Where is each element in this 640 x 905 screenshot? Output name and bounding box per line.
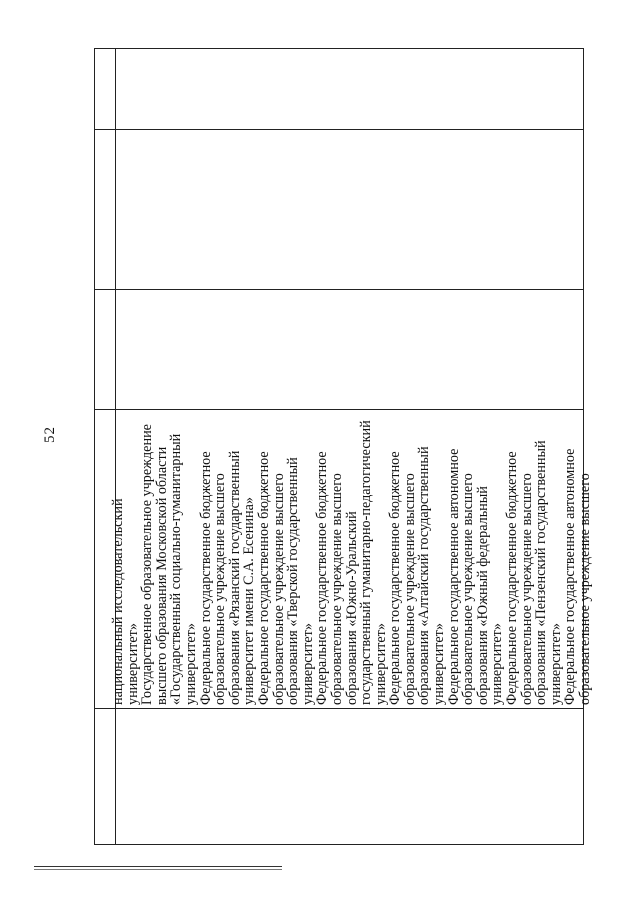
cell-text-line: университет» (299, 623, 316, 705)
table-row-divider (95, 409, 583, 410)
cell-text-line: Федеральное государственное бюджетное (314, 451, 331, 705)
cell-text-line: высшего образования Московской области (153, 446, 170, 705)
cell-text-line: образовательное учреждение высшего (328, 473, 345, 705)
cell-text-line: образования «Пензенский государственный (533, 440, 550, 705)
cell-text-line: Федеральное государственное бюджетное (387, 451, 404, 705)
cell-text-line: образования «Алтайский государственный (416, 446, 433, 705)
table-row-divider (95, 129, 583, 130)
cell-text-line: государственный гуманитарно-педагогический (358, 420, 375, 705)
footer-rule (34, 869, 282, 870)
cell-text-line: университет» (547, 623, 564, 705)
cell-text-line: Федеральное государственное бюджетное (197, 451, 214, 705)
cell-text-line: Федеральное государственное бюджетное (504, 451, 521, 705)
cell-text-line: образовательное учреждение высшего (460, 473, 477, 705)
table-row-divider (95, 708, 583, 709)
cell-text-line: университет» (372, 623, 389, 705)
table-cell-organizations (111, 415, 593, 705)
footer-rule (34, 866, 282, 867)
cell-text-line: университет» (489, 623, 506, 705)
cell-text-line: национальный исследовательский (110, 498, 126, 705)
table-row-divider (95, 289, 583, 290)
cell-text-line: Государственное образовательное учреждение (139, 424, 156, 705)
cell-text-line: образовательное учреждение высшего (518, 473, 535, 705)
page-number: 52 (42, 426, 58, 443)
cell-text-line: образования «Тверской государственный (285, 457, 302, 705)
cell-text-line: Федеральное государственное бюджетное (255, 451, 272, 705)
cell-text-line: университет» (431, 623, 448, 705)
cell-text-line: образования «Рязанский государственный (226, 450, 243, 705)
cell-text-line: «Государственный социально-гуманитарный (168, 433, 185, 705)
cell-text-line: образовательное учреждение высшего (401, 473, 418, 705)
cell-text-line: Федеральное государственное автономное (445, 448, 462, 705)
cell-text-line: университет имени С.А. Есенина» (241, 497, 258, 705)
cell-text-line: образования «Южный федеральный (474, 486, 491, 705)
cell-text-line: образования «Южно-Уральский (343, 511, 360, 705)
cell-text-line: образовательное учреждение высшего (270, 473, 287, 705)
cell-text-line: университет» (124, 623, 141, 705)
cell-text-line: университет» (182, 623, 199, 705)
cell-text-line: образовательное учреждение высшего (212, 473, 229, 705)
cell-text-line: образовательное учреждение высшего (577, 473, 593, 705)
cell-text-line: Федеральное государственное автономное (562, 448, 579, 705)
